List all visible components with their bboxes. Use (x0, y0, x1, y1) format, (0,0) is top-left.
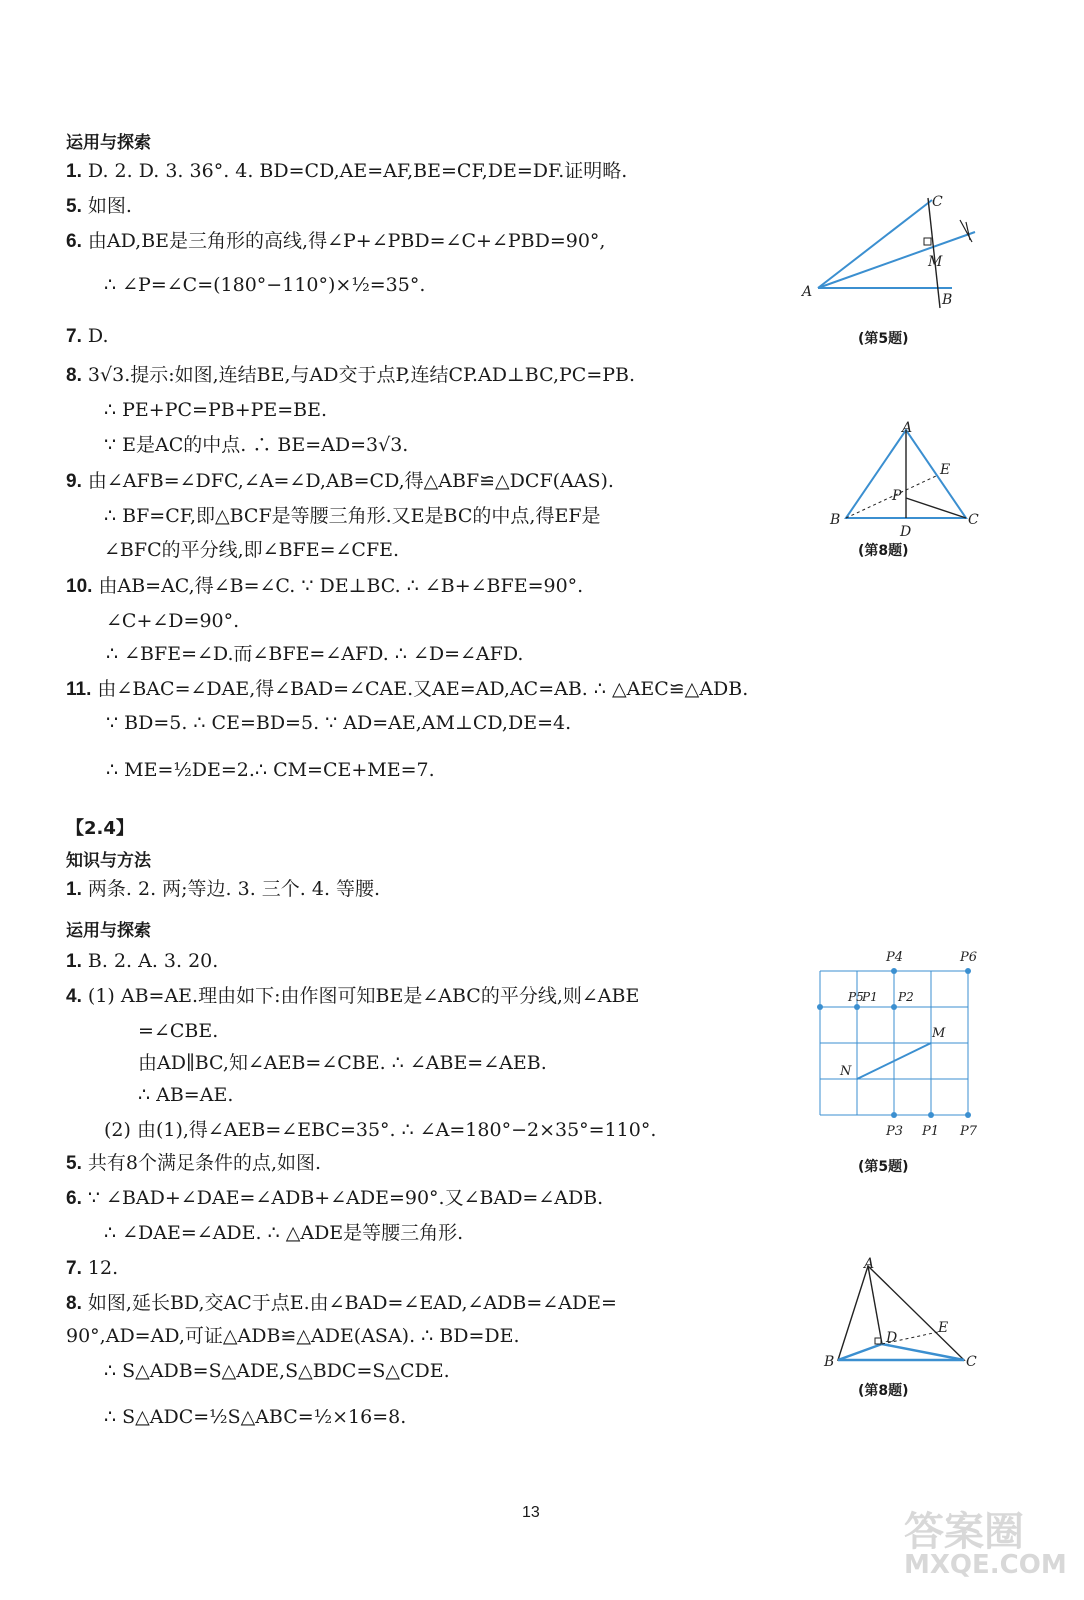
answer-line (66, 1185, 603, 1212)
answer-line (104, 503, 601, 530)
answer-text: ∴ BF=CF,即△BCF是等腰三角形.又E是BC的中点,得EF是 (104, 505, 601, 527)
section-title: 【2.4】 (66, 818, 134, 839)
answer-number: 1. (66, 161, 82, 182)
answer-text: ∵ ∠BAD+∠DAE=∠ADB+∠ADE=90°.又∠BAD=∠ADB. (87, 1187, 604, 1209)
answer-line (104, 272, 425, 299)
answer-line (106, 757, 435, 784)
answer-number: 1. (66, 879, 82, 900)
answer-text: (2) 由(1),得∠AEB=∠EBC=35°. ∴ ∠A=180°−2×35°=110°. (104, 1119, 657, 1141)
answer-line (138, 1018, 218, 1045)
answer-number: 5. (66, 196, 82, 217)
answer-line (66, 1255, 118, 1282)
answer-line (104, 1404, 406, 1431)
answer-number: 1. (66, 951, 82, 972)
answer-number: 11. (66, 679, 92, 700)
answer-number: 6. (66, 231, 82, 252)
answer-text: 90°,AD=AD,可证△ADB≌△ADE(ASA). ∴ BD=DE. (66, 1325, 520, 1347)
answer-number: 5. (66, 1153, 82, 1174)
answer-line (66, 362, 635, 389)
answer-text: =∠CBE. (138, 1020, 219, 1042)
answer-line (66, 983, 639, 1010)
answer-number: 4. (66, 986, 82, 1007)
svg-text:P3: P3 (886, 1124, 904, 1139)
figure-triangle-de (820, 1256, 980, 1376)
answer-line (66, 468, 614, 495)
answer-text: 由∠AFB=∠DFC,∠A=∠D,AB=CD,得△ABF≌△DCF(AAS). (87, 470, 614, 492)
svg-text:P: P (892, 488, 902, 504)
ray-ac (818, 200, 932, 288)
svg-text:M: M (932, 1026, 946, 1041)
answer-text: ∴ ∠BFE=∠D.而∠BFE=∠AFD. ∴ ∠D=∠AFD. (106, 643, 524, 665)
answer-text: ∴ ME=½DE=2.∴ CM=CE+ME=7. (106, 759, 435, 781)
answer-line (138, 1082, 233, 1109)
answer-number: 7. (66, 1258, 82, 1279)
answer-text: 由AB=AC,得∠B=∠C. ∵ DE⊥BC. ∴ ∠B+∠BFE=90°. (98, 575, 584, 597)
answer-line (66, 676, 748, 703)
figure-caption: (第8题) (858, 1383, 909, 1399)
answer-number: 10. (66, 576, 93, 597)
answer-line (104, 1358, 450, 1385)
answer-text: B. 2. A. 3. 20. (87, 950, 219, 972)
svg-text:P4: P4 (886, 950, 904, 965)
figure-caption: (第5题) (858, 331, 909, 347)
svg-text:N: N (840, 1064, 852, 1079)
svg-text:P1: P1 (922, 1124, 940, 1139)
answer-number: 6. (66, 1188, 82, 1209)
answer-text: ∴ AB=AE. (138, 1084, 234, 1106)
answer-line (138, 1050, 547, 1077)
answer-text: D. 2. D. 3. 36°. 4. BD=CD,AE=AF,BE=CF,DE=DF.证明略. (87, 160, 628, 182)
answer-text: ∴ S△ADC=½S△ABC=½×16=8. (104, 1406, 407, 1428)
answer-text: ∵ BD=5. ∴ CE=BD=5. ∵ AD=AE,AM⊥CD,DE=4. (106, 712, 572, 734)
svg-text:P2: P2 (898, 990, 914, 1004)
svg-text:E: E (940, 462, 951, 478)
figure-triangle-p (826, 420, 986, 540)
answer-text: D. (87, 325, 109, 347)
answer-text: 由∠BAC=∠DAE,得∠BAD=∠CAE.又AE=AD,AC=AB. ∴ △AEC≌△ADB. (97, 678, 749, 700)
answer-text: ∴ PE+PC=PB+PE=BE. (104, 399, 328, 421)
section-heading: 知识与方法 (66, 851, 151, 871)
answer-text: 如图. (87, 195, 132, 217)
watermark-url: MXQE.COM (904, 1550, 1067, 1580)
answer-text: 3√3.提示:如图,连结BE,与AD交于点P,连结CP.AD⊥BC,PC=PB. (87, 364, 636, 386)
svg-text:D: D (900, 524, 912, 540)
answer-line (66, 876, 380, 903)
answer-number: 8. (66, 1293, 82, 1314)
line-cb (928, 198, 940, 308)
answer-line (66, 948, 218, 975)
figure-grid-points (810, 945, 980, 1145)
page-number: 13 (522, 1504, 540, 1521)
answer-text: ∴ ∠DAE=∠ADE. ∴ △ADE是等腰三角形. (104, 1222, 464, 1244)
answer-line (106, 710, 571, 737)
answer-line (66, 1150, 321, 1177)
answer-line (104, 1117, 656, 1144)
answer-line (66, 1323, 520, 1350)
answer-text: ∵ E是AC的中点. ∴ BE=AD=3√3. (104, 434, 409, 456)
answer-line (66, 573, 583, 600)
svg-text:D: D (886, 1330, 898, 1346)
answer-text: 如图,延长BD,交AC于点E.由∠BAD=∠EAD,∠ADB=∠ADE= (87, 1292, 617, 1314)
answer-line (104, 1220, 463, 1247)
svg-text:C: C (968, 512, 979, 528)
answer-number: 8. (66, 365, 82, 386)
answer-line (104, 397, 327, 424)
figure-caption: (第8题) (858, 543, 909, 559)
watermark-logo: 答案圈 (904, 1509, 1024, 1555)
answer-line (66, 228, 605, 255)
answer-text: 由AD,BE是三角形的高线,得∠P+∠PBD=∠C+∠PBD=90°, (87, 230, 606, 252)
answer-line (66, 323, 109, 350)
label-b: B (942, 292, 953, 308)
svg-text:P1: P1 (862, 990, 878, 1004)
answer-text: ∴ ∠P=∠C=(180°−110°)×½=35°. (104, 274, 426, 296)
section-heading: 运用与探索 (66, 133, 151, 153)
answer-line (104, 537, 399, 564)
answer-text: ∠C+∠D=90°. (106, 610, 240, 632)
answer-line (66, 158, 627, 185)
svg-text:B: B (824, 1354, 835, 1370)
svg-text:B: B (830, 512, 841, 528)
figure-caption: (第5题) (858, 1159, 909, 1175)
answer-text: 12. (87, 1257, 119, 1279)
section-heading: 运用与探索 (66, 921, 151, 941)
answer-number: 7. (66, 326, 82, 347)
answer-line (66, 1290, 617, 1317)
answer-text: ∴ S△ADB=S△ADE,S△BDC=S△CDE. (104, 1360, 450, 1382)
answer-line (104, 432, 408, 459)
svg-text:P5: P5 (848, 990, 864, 1004)
answer-line (66, 193, 132, 220)
answer-text: (1) AB=AE.理由如下:由作图可知BE是∠ABC的平分线,则∠ABE (87, 985, 640, 1007)
answer-text: 由AD∥BC,知∠AEB=∠CBE. ∴ ∠ABE=∠AEB. (138, 1052, 547, 1074)
answer-text: 两条. 2. 两;等边. 3. 三个. 4. 等腰. (87, 878, 381, 900)
svg-text:P6: P6 (960, 950, 978, 965)
answer-text: ∠BFC的平分线,即∠BFE=∠CFE. (104, 539, 400, 561)
svg-text:A: A (902, 420, 913, 436)
svg-text:P7: P7 (960, 1124, 978, 1139)
figure-angle-bisector (800, 190, 980, 330)
answer-number: 9. (66, 471, 82, 492)
svg-text:C: C (966, 1354, 977, 1370)
label-c: C (932, 194, 943, 210)
label-a: A (802, 284, 813, 300)
ray-am (818, 232, 975, 288)
answer-text: 共有8个满足条件的点,如图. (87, 1152, 322, 1174)
answer-line (106, 641, 523, 668)
answer-line (106, 608, 239, 635)
svg-text:E: E (938, 1320, 949, 1336)
svg-text:A: A (864, 1256, 875, 1272)
label-m: M (928, 254, 943, 270)
